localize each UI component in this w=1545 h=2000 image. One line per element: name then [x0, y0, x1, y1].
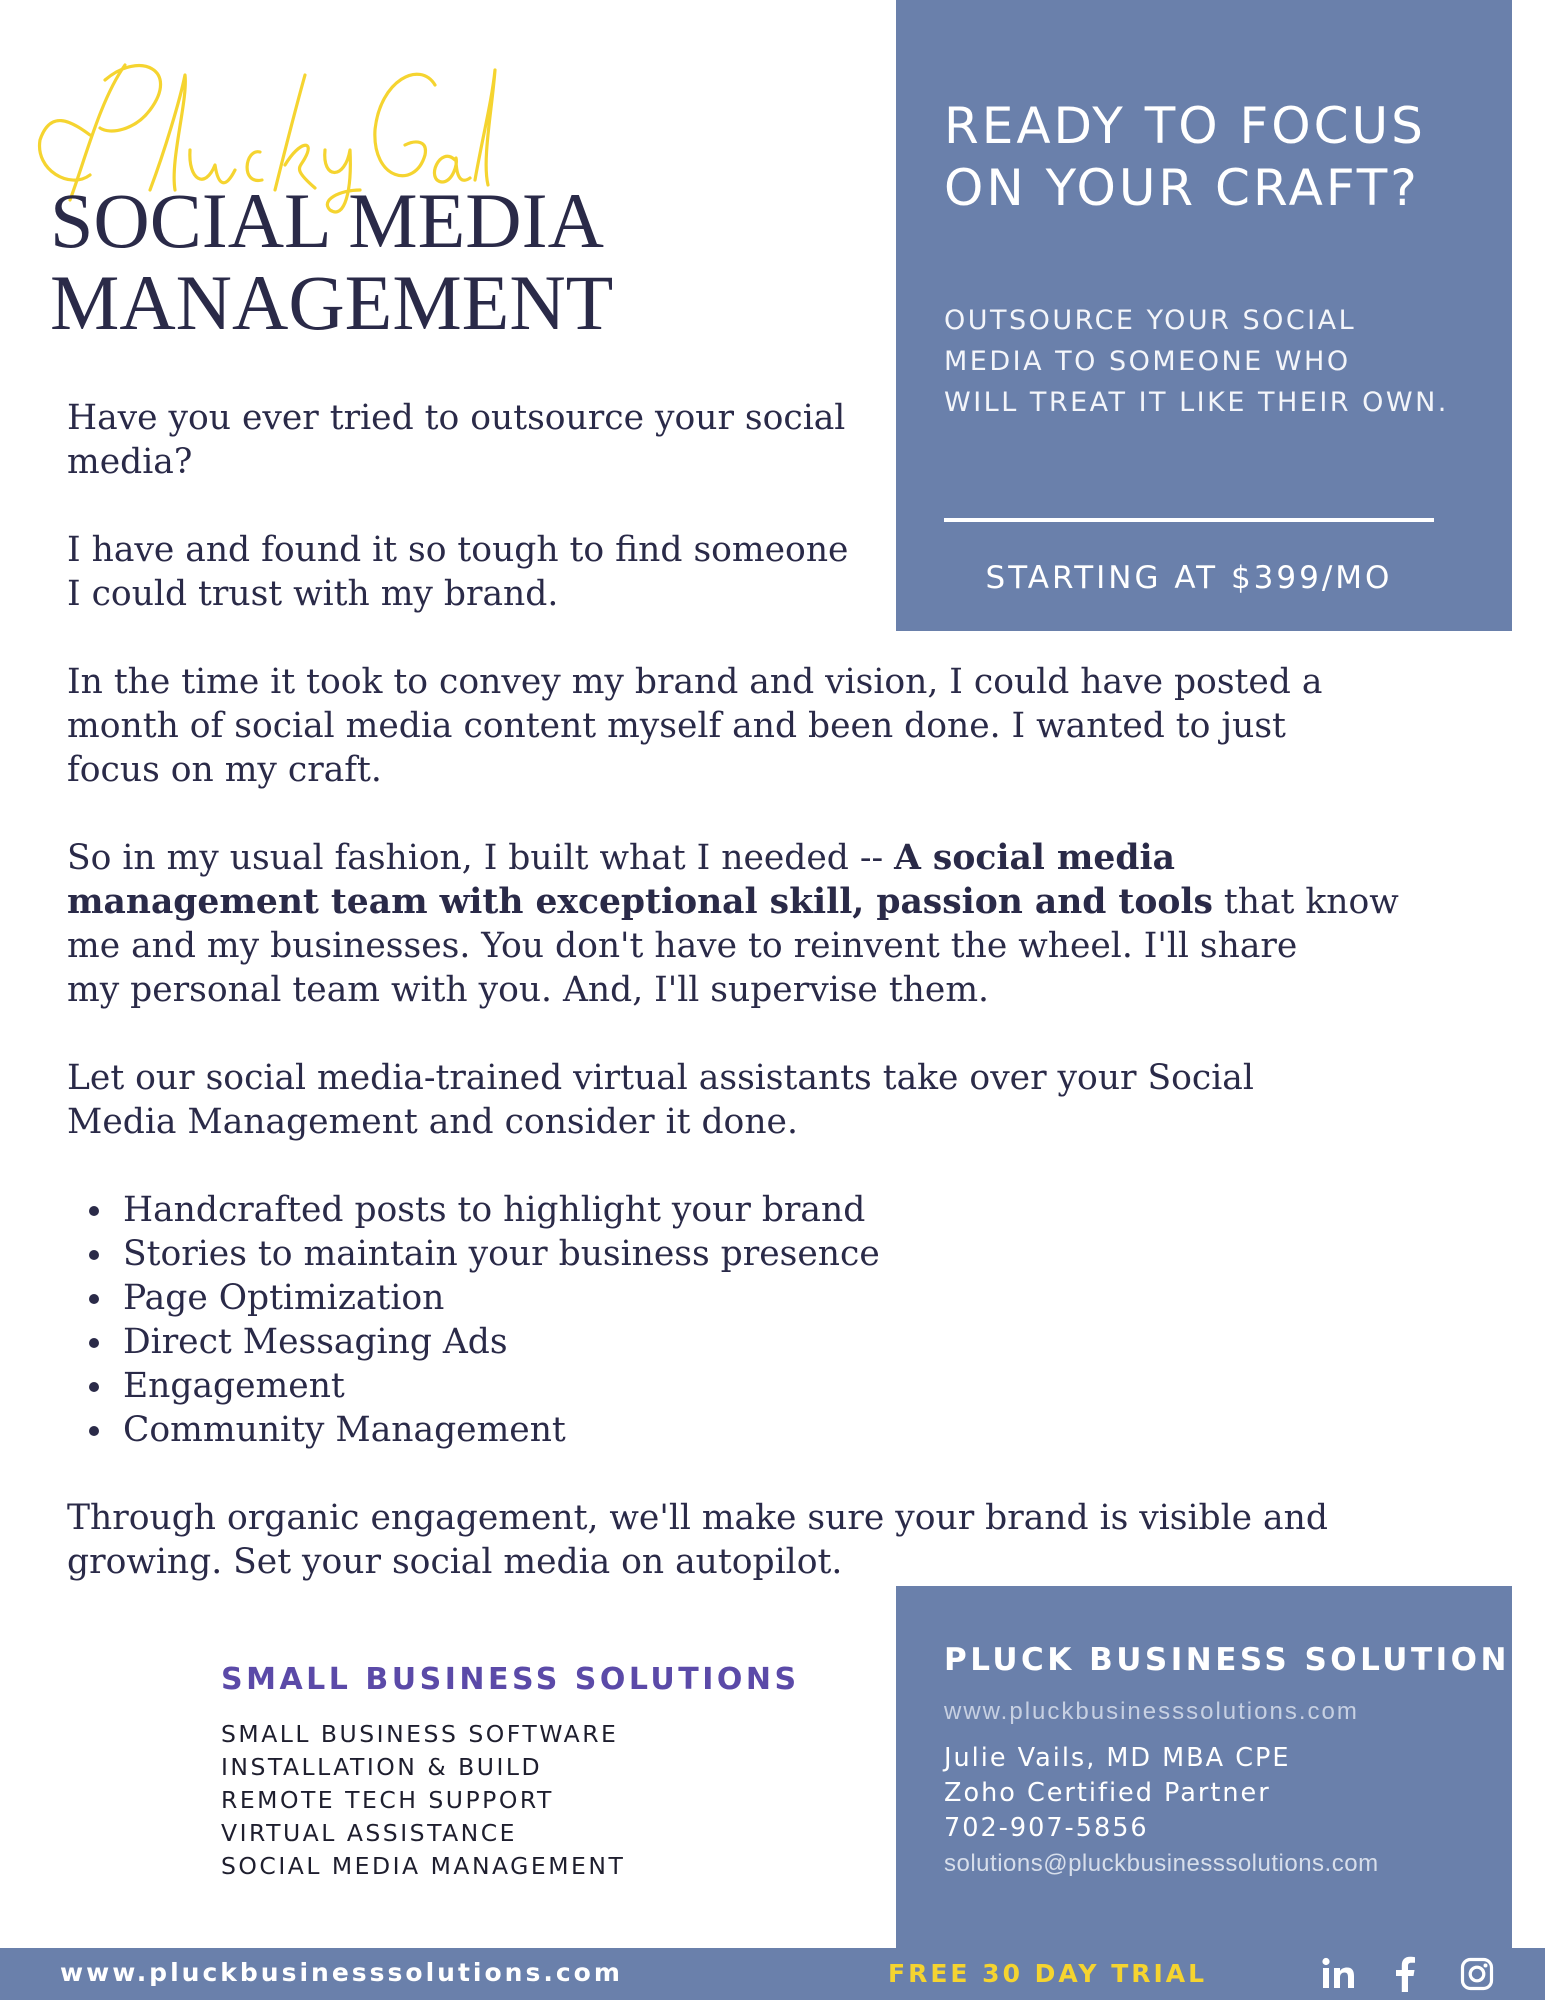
- cta-sub-line-3: WILL TREAT IT LIKE THEIR OWN.: [944, 387, 1449, 418]
- paragraph-5-line-2: Media Management and consider it done.: [67, 1102, 798, 1142]
- paragraph-4-line-2: [67, 880, 1399, 924]
- paragraph-3: [67, 660, 1367, 792]
- cta-sub-line-1: OUTSOURCE YOUR SOCIAL: [944, 305, 1357, 336]
- paragraph-4-bold-b: management team with exceptional skill, passion and tools: [67, 882, 1213, 922]
- facebook-icon[interactable]: [1394, 1956, 1416, 1992]
- linkedin-glyph: [1321, 1956, 1357, 1992]
- cta-heading-line-1: READY TO FOCUS: [944, 97, 1426, 155]
- contact-phone[interactable]: 702-907-5856: [944, 1813, 1149, 1843]
- contact-email-link[interactable]: solutions@pluckbusinesssolutions.com: [944, 1850, 1379, 1877]
- paragraph-3-line-1: In the time it took to convey my brand and vision, I could have posted a: [67, 662, 1323, 702]
- company-url-link[interactable]: www.pluckbusinesssolutions.com: [944, 1698, 1359, 1725]
- cta-heading-line-2: ON YOUR CRAFT?: [944, 159, 1420, 217]
- paragraph-2-line-1: I have and found it so tough to find someone: [67, 530, 849, 570]
- list-item: Direct Messaging Ads: [67, 1320, 1367, 1364]
- paragraph-4-line-4: my personal team with you. And, I'll supervise them.: [67, 970, 989, 1010]
- contact-details: [944, 1741, 1379, 1881]
- list-item: Handcrafted posts to highlight your brand: [67, 1188, 1367, 1232]
- paragraph-4-line-1: [67, 836, 1367, 880]
- services-heading: SMALL BUSINESS SOLUTIONS: [221, 1662, 800, 1697]
- list-item: Engagement: [67, 1364, 1367, 1408]
- list-item: Community Management: [67, 1408, 1367, 1452]
- paragraph-4-text-b: that know: [1212, 882, 1399, 922]
- paragraph-3-line-3: focus on my craft.: [67, 750, 382, 790]
- paragraph-6-line-2: growing. Set your social media on autopilot.: [67, 1542, 843, 1582]
- cta-heading: [944, 95, 1484, 219]
- service-item: SOCIAL MEDIA MANAGEMENT: [221, 1852, 626, 1880]
- paragraph-4: [67, 836, 1399, 1012]
- title-line-2: MANAGEMENT: [50, 259, 614, 346]
- company-name: PLUCK BUSINESS SOLUTIONS: [944, 1642, 1536, 1678]
- title-line-1: SOCIAL MEDIA: [50, 177, 604, 264]
- contact-panel: [896, 1586, 1536, 1948]
- paragraph-5-line-1: Let our social media-trained virtual assistants take over your Social: [67, 1058, 1254, 1098]
- paragraph-6-line-1: Through organic engagement, we'll make sure your brand is visible and: [67, 1498, 1328, 1538]
- body-copy: [67, 396, 1399, 1584]
- footer-bar: [0, 1948, 1545, 2000]
- service-item: INSTALLATION & BUILD: [221, 1753, 543, 1781]
- paragraph-6: [67, 1496, 1367, 1584]
- page-title: [50, 177, 614, 346]
- free-trial-label[interactable]: FREE 30 DAY TRIAL: [888, 1959, 1208, 1988]
- paragraph-5: [67, 1056, 1367, 1144]
- facebook-glyph: [1394, 1956, 1416, 1992]
- contact-name: Julie Vails, MD MBA CPE: [944, 1743, 1291, 1773]
- paragraph-2: [67, 528, 1367, 616]
- paragraph-1-line-1: Have you ever tried to outsource your social: [67, 398, 846, 438]
- paragraph-4-line-3: me and my businesses. You don't have to reinvent the wheel. I'll share: [67, 926, 1298, 966]
- paragraph-3-line-2: month of social media content myself and been done. I wanted to just: [67, 706, 1286, 746]
- footer-url-link[interactable]: www.pluckbusinesssolutions.com: [60, 1958, 623, 1987]
- services-list: [221, 1718, 625, 1883]
- instagram-icon[interactable]: [1460, 1956, 1494, 1992]
- paragraph-4-text-a: So in my usual fashion, I built what I needed --: [67, 838, 895, 878]
- cta-sub-line-2: MEDIA TO SOMEONE WHO: [944, 346, 1351, 377]
- paragraph-1-line-2: media?: [67, 442, 193, 482]
- list-item: Stories to maintain your business presence: [67, 1232, 1367, 1276]
- instagram-glyph: [1460, 1956, 1494, 1992]
- contact-role: Zoho Certified Partner: [944, 1778, 1271, 1808]
- service-item: REMOTE TECH SUPPORT: [221, 1786, 554, 1814]
- paragraph-2-line-2: I could trust with my brand.: [67, 574, 559, 614]
- service-item: SMALL BUSINESS SOFTWARE: [221, 1720, 619, 1748]
- paragraph-4-bold-a: A social media: [894, 838, 1175, 878]
- list-item: Page Optimization: [67, 1276, 1367, 1320]
- linkedin-icon[interactable]: [1321, 1956, 1357, 1992]
- feature-list: [67, 1188, 1367, 1452]
- price-label: STARTING AT $399/MO: [985, 560, 1393, 596]
- paragraph-1: [67, 396, 1367, 484]
- service-item: VIRTUAL ASSISTANCE: [221, 1819, 518, 1847]
